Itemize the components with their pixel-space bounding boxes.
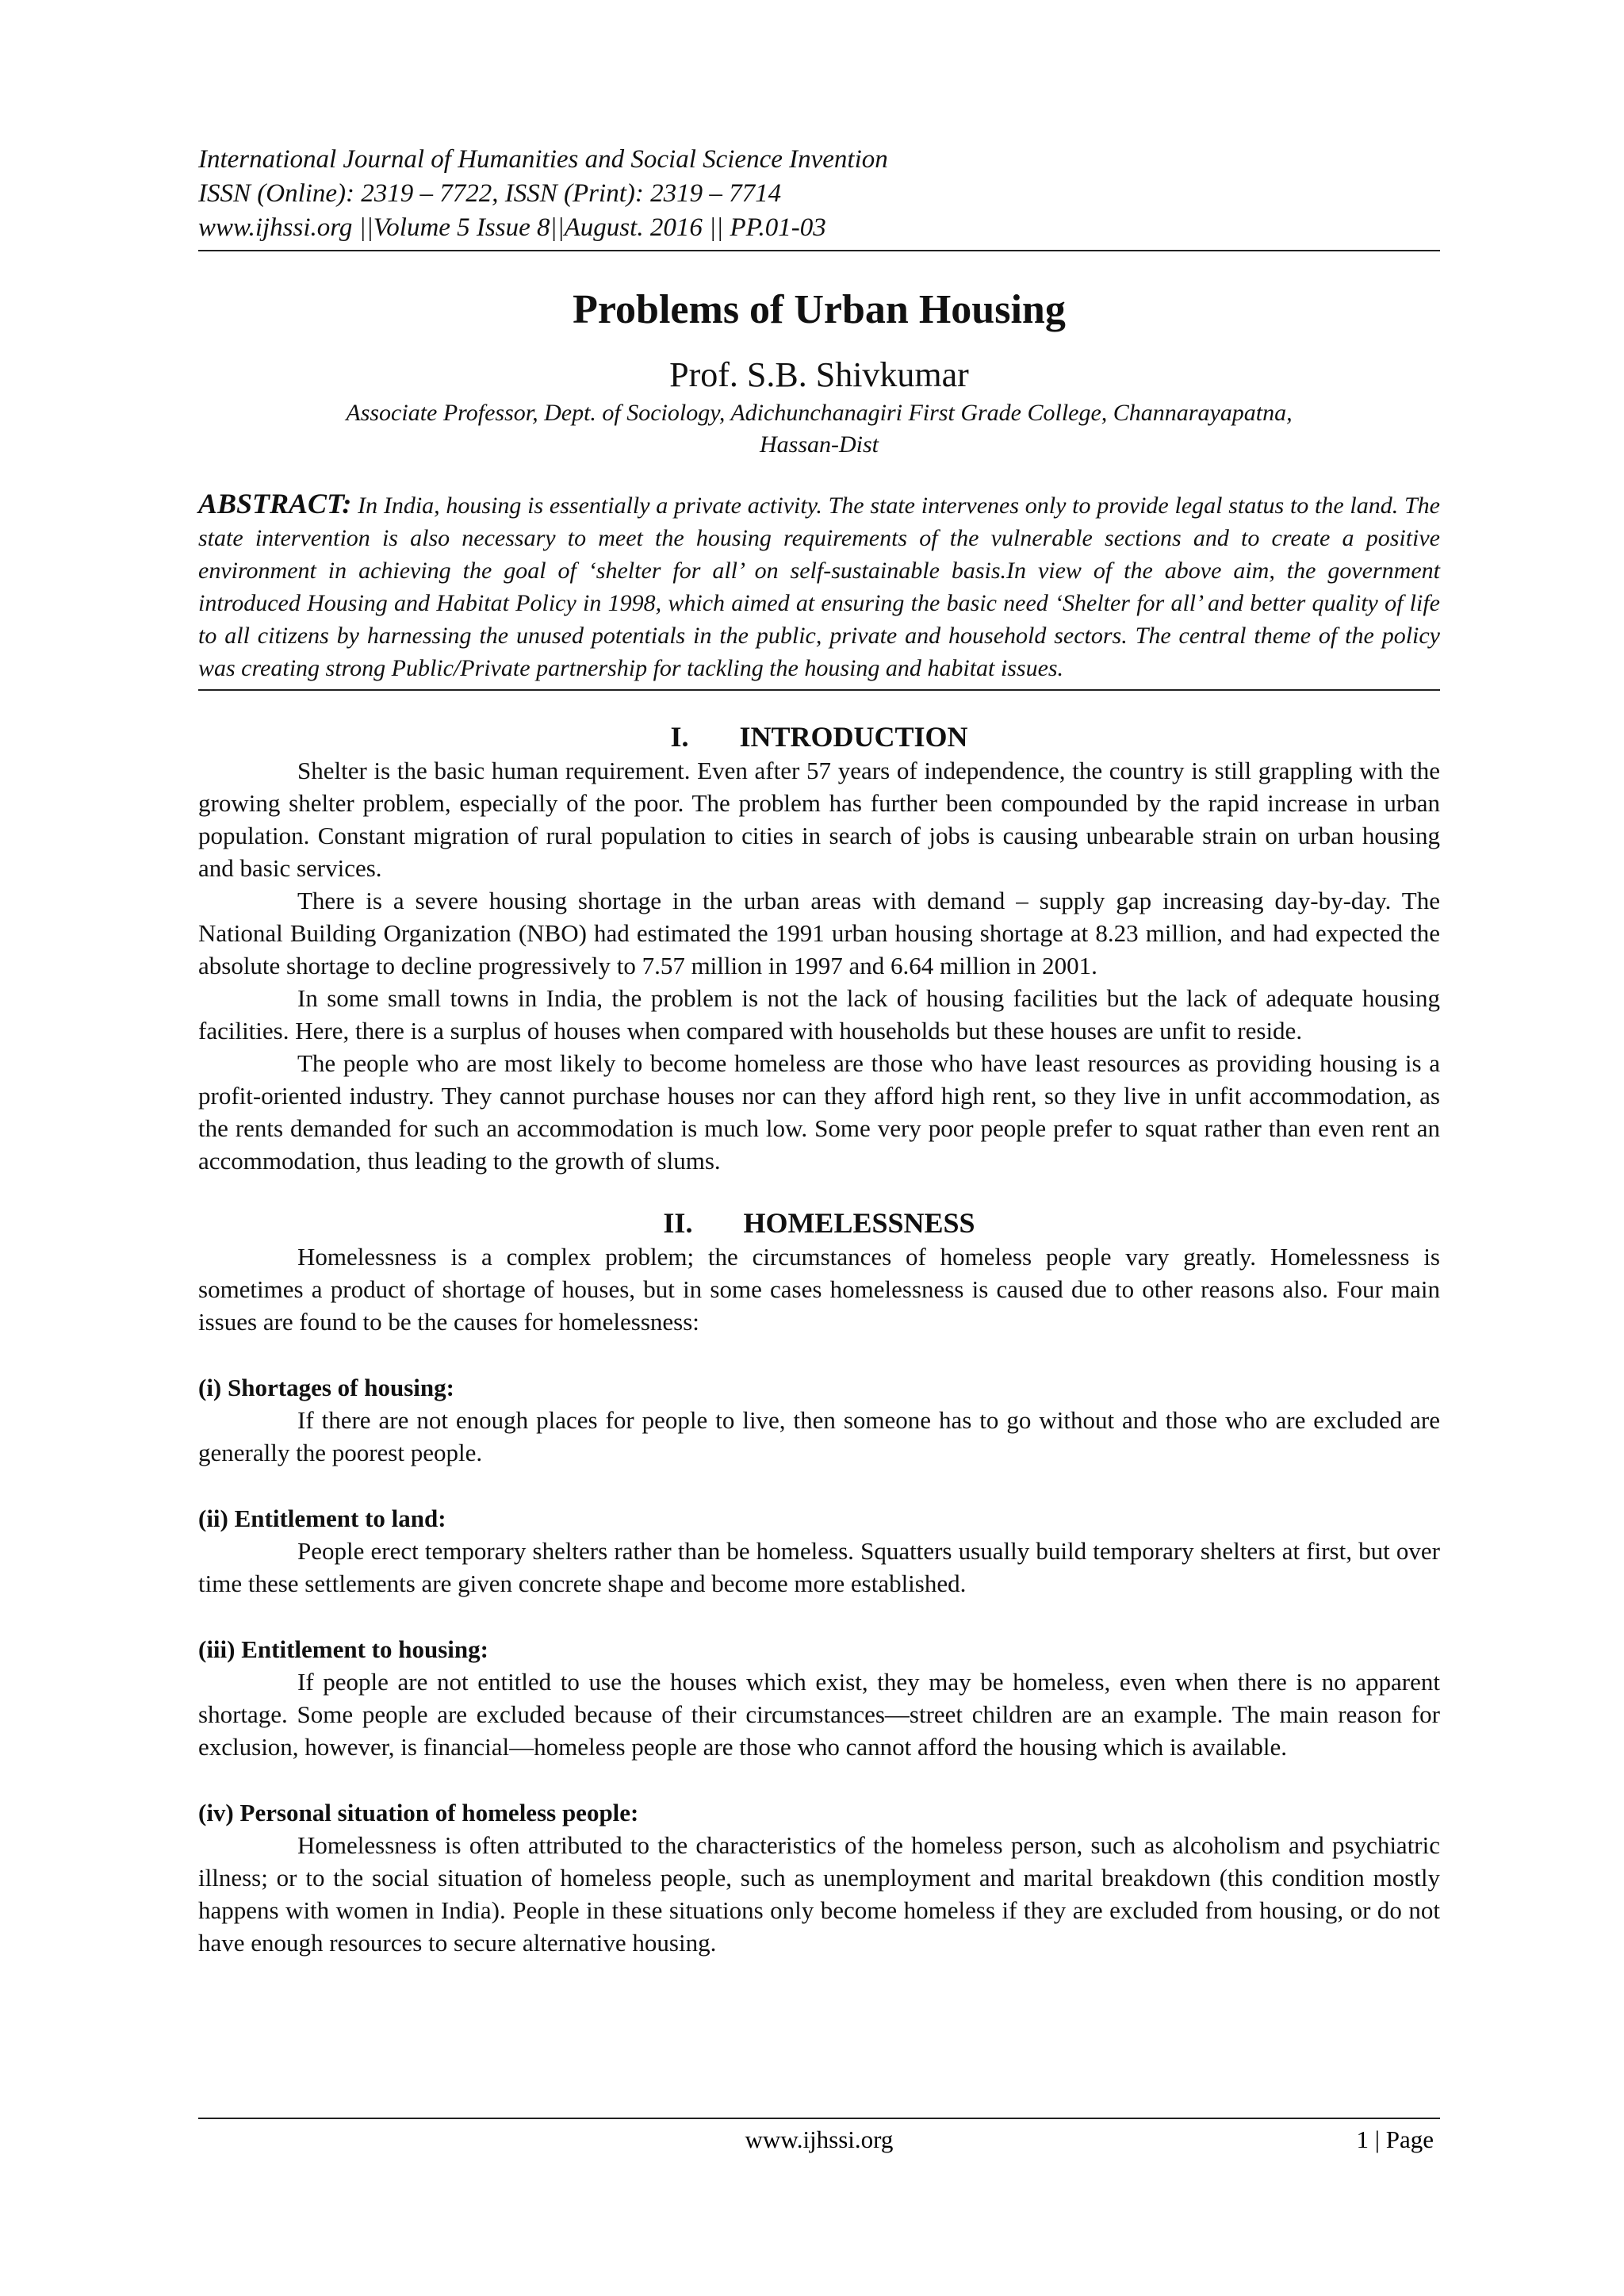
- paragraph: There is a severe housing shortage in the urban areas with demand – supply gap increasing day-by-day. The National Building Organization (NBO) had estimated the 1991 urban housing shortage at 8.23 million, and had expected the absolute shortage to decline progressively to 7.57 million in 1997 and 6.64 million in 2001.: [198, 887, 1440, 979]
- paper-page: [198, 143, 1440, 1959]
- footer-divider: [198, 2118, 1440, 2119]
- abstract-divider: [198, 689, 1440, 691]
- paragraph: Shelter is the basic human requirement. Even after 57 years of independence, the country is still grappling with the growing shelter problem, especially of the poor. The problem has further been compounded by the rapid increase in urban population. Constant migration of rural population to cities in search of jobs is causing unbearable strain on urban housing and basic services.: [198, 757, 1440, 882]
- journal-header: [198, 143, 1440, 245]
- subsection-heading: (i) Shortages of housing:: [198, 1374, 454, 1401]
- affiliation-line-1: Associate Professor, Dept. of Sociology, Adichunchanagiri First Grade College, Channarayapatna,: [346, 400, 1293, 426]
- paragraph: Homelessness is often attributed to the characteristics of the homeless person, such as alcoholism and psychiatric illness; or to the social situation of homeless people, such as unemployment and marital breakdown (this condition mostly happens with women in India). People in these situations only become homeless if they are excluded from housing, or do not have enough resources to secure alternative housing.: [198, 1831, 1440, 1957]
- section-number: II.: [663, 1207, 693, 1239]
- footer-line: [198, 2125, 1440, 2160]
- author-name: Prof. S.B. Shivkumar: [669, 355, 969, 394]
- section-number: I.: [670, 721, 689, 753]
- paper-title: Problems of Urban Housing: [573, 287, 1066, 332]
- section-title: HOMELESSNESS: [743, 1207, 975, 1239]
- abstract-text: In India, housing is essentially a private activity. The state intervenes only to provide legal status to the land. The state intervention is also necessary to meet the housing requirements of the vulnerable sections and to create a positive environment in achieving the goal of ‘shelter for all’ on self-sustainable basis.In view of the above aim, the government introduced Housing and Habitat Policy in 1998, which aimed at ensuring the basic need ‘Shelter for all’ and better quality of life to all citizens by harnessing the unused potentials in the public, private and household sectors. The central theme of the policy was creating strong Public/Private partnership for tackling the housing and habitat issues.: [198, 493, 1440, 681]
- page-footer: [198, 2118, 1440, 2160]
- footer-site: www.ijhssi.org: [745, 2125, 894, 2153]
- subsection-heading: (iii) Entitlement to housing:: [198, 1635, 488, 1663]
- page-number: 1 | Page: [1356, 2125, 1434, 2153]
- paragraph: If people are not entitled to use the houses which exist, they may be homeless, even when there is no apparent shortage. Some people are excluded because of their circumstances—street children are an example. The main reason for exclusion, however, is financial—homeless people are those who cannot afford the housing which is available.: [198, 1668, 1440, 1761]
- subsection-heading: (ii) Entitlement to land:: [198, 1504, 446, 1532]
- paragraph: If there are not enough places for people to live, then someone has to go without and those who are excluded are generally the poorest people.: [198, 1406, 1440, 1466]
- section-heading-homelessness: [198, 1205, 1440, 1240]
- author-affiliation: [198, 397, 1440, 461]
- paragraph: In some small towns in India, the problem is not the lack of housing facilities but the lack of adequate housing facilities. Here, there is a surplus of houses when compared with households but these houses are unfit to reside.: [198, 984, 1440, 1045]
- journal-issn: ISSN (Online): 2319 – 7722, ISSN (Print): 2319 – 7714: [198, 179, 782, 208]
- paragraph: People erect temporary shelters rather than be homeless. Squatters usually build temporary shelters at first, but over time these settlements are given concrete shape and become more established.: [198, 1537, 1440, 1597]
- header-divider: [198, 250, 1440, 251]
- journal-volume: www.ijhssi.org ||Volume 5 Issue 8||August. 2016 || PP.01-03: [198, 213, 826, 242]
- paragraph: The people who are most likely to become homeless are those who have least resources as providing housing is a profit-oriented industry. They cannot purchase houses nor can they afford high rent, so they live in unfit accommodation, as the rents demanded for such an accommodation is much low. Some very poor people prefer to squat rather than even rent an accommodation, thus leading to the growth of slums.: [198, 1049, 1440, 1175]
- paragraph: Homelessness is a complex problem; the circumstances of homeless people vary greatly. Homelessness is sometimes a product of shortage of houses, but in some cases homelessness is caused due to other reasons also. Four main issues are found to be the causes for homelessness:: [198, 1243, 1440, 1336]
- subsection-heading: (iv) Personal situation of homeless people:: [198, 1799, 639, 1826]
- abstract-label: ABSTRACT:: [198, 488, 352, 519]
- affiliation-line-2: Hassan-Dist: [759, 431, 879, 458]
- abstract: [198, 488, 1440, 689]
- section-heading-introduction: [198, 719, 1440, 754]
- section-title: INTRODUCTION: [739, 721, 968, 753]
- journal-name: International Journal of Humanities and Social Science Invention: [198, 145, 888, 174]
